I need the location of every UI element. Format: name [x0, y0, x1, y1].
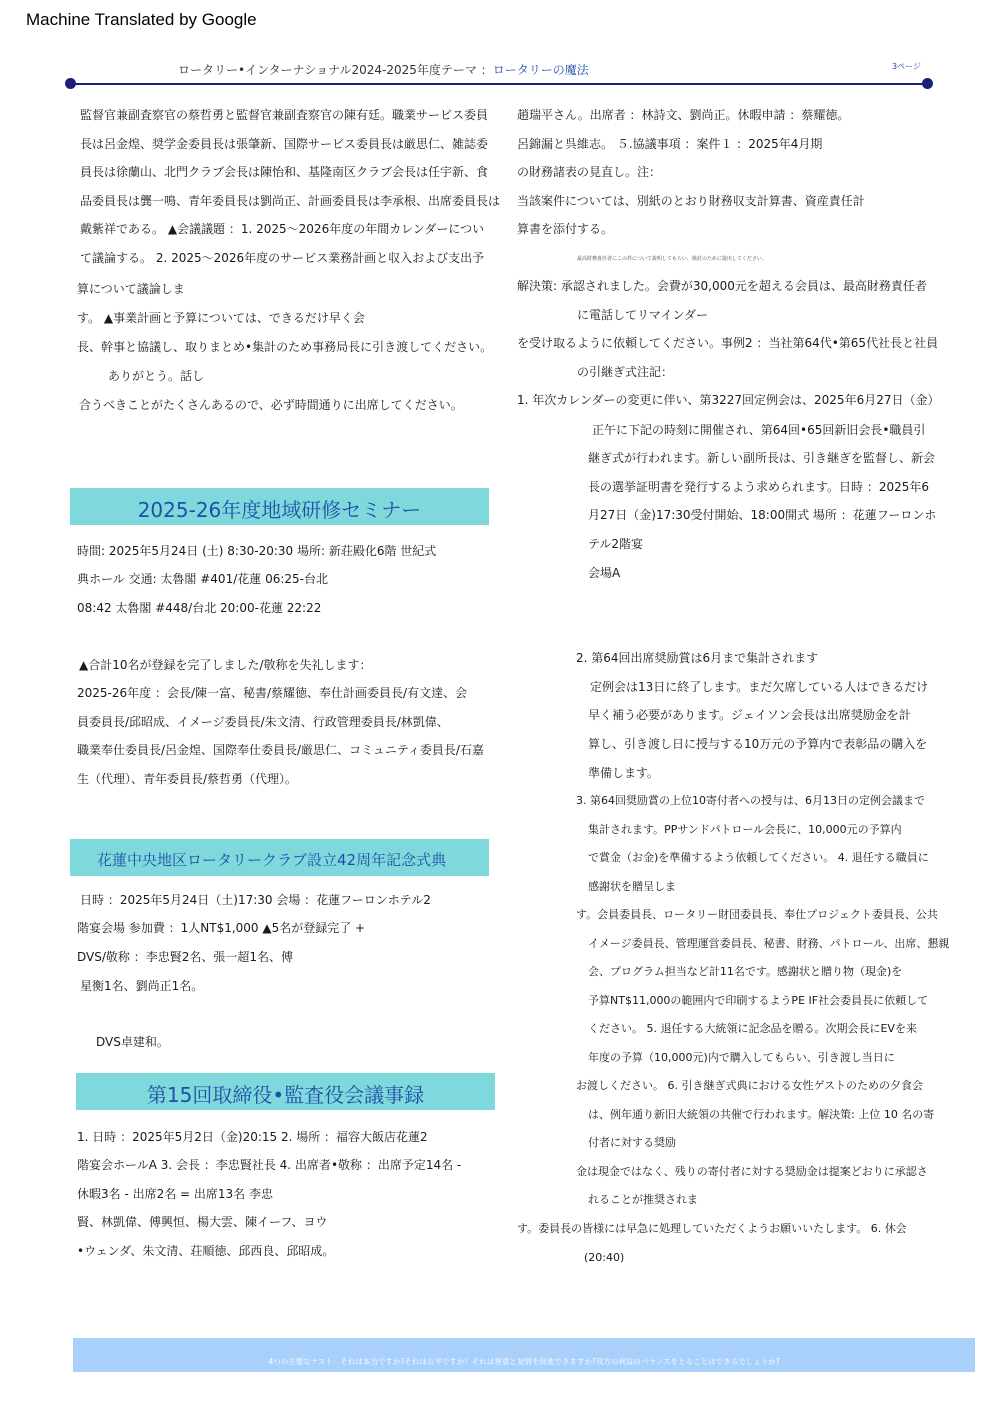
right-line: ください。 5. 退任する大統領に記念品を贈る。次期会長にEVを来 — [588, 1022, 917, 1035]
right-line: 月27日（金)17:30受付開始、18:00開式 場所 ：花蓮フーロンホ — [588, 508, 937, 522]
right-line: 正午に下記の時刻に開催され、第64回•65回新旧会長•職員引 — [592, 423, 926, 437]
anniversary-line: 日時 ：2025年5月24日（土)17:30 会場 ：花蓮フーロンホテル2 — [80, 893, 431, 907]
anniversary-line: DVS卓建和。 — [96, 1035, 169, 1049]
anniversary-line: DVS/敬称 ：李忠賢2名、張一超1名、傅 — [77, 950, 293, 964]
four-way-test-footer — [73, 1338, 975, 1372]
right-note: 最高財務責任者にこの件について説明してもらい、検討のために提出してください。 — [577, 256, 767, 262]
minutes-line: 階宴会ホールA 3. 会長 ：李忠賢社長 4. 出席者•敬称 ：出席予定14名 - — [77, 1158, 462, 1172]
right-line: 定例会は13日に終了します。まだ欠席している人はできるだけ — [590, 680, 929, 694]
minutes-banner — [76, 1073, 495, 1110]
machine-translation-label: Machine Translated by Google — [26, 10, 257, 29]
right-line: 長の選挙証明書を発行するよう求められます。日時 ：2025年6 — [588, 480, 930, 494]
intro-line: 戴紫祥である。 ▲会議議題 ：1. 2025～2026年度の年間カレンダーについ — [80, 222, 485, 236]
minutes-line: 賢、林凱偉、傅興恒、楊大雲、陳イーフ、ヨウ — [77, 1215, 328, 1229]
right-line: の財務諸表の見直し。注： — [517, 165, 662, 179]
anniversary-line: 階宴会場 参加費 ：1人NT$1,000 ▲5名が登録完了 + — [77, 921, 366, 935]
right-line: 当該案件については、別紙のとおり財務収支計算書、資産責任計 — [517, 194, 865, 208]
header-theme-prefix: ロータリー•インターナショナル2024-2025年度テーマ ： — [178, 63, 493, 77]
right-line: で賞金（お金)を準備するよう依頼してください。 4. 退任する職員に — [588, 851, 929, 864]
right-line: 早く補う必要があります。ジェイソン会長は出席奨励金を計 — [588, 708, 911, 722]
right-line: 継ぎ式が行われます。新しい副所長は、引き継ぎを監督し、新会 — [588, 451, 936, 465]
right-line: 会、プログラム担当など計11名です。感謝状と贈り物（現金)を — [588, 965, 903, 978]
right-line: 解決策: 承認されました。会費が30,000元を超える会員は、最高財務責任者 — [517, 279, 927, 293]
footer-text: 4つの主要なテスト：それは本当ですか?それは公平ですか？それは善意と友情を促進できますか?双方の利益のバランスをとることはできるでしょうか? — [268, 1357, 780, 1366]
right-line: の引継ぎ式注記： — [577, 365, 674, 379]
seminar-line: ▲合計10名が登録を完了しました/敬称を失礼します： — [79, 658, 372, 672]
intro-line: 監督官兼副査察官の蔡哲勇と監督官兼副査察官の陳有廷。職業サービス委員 — [80, 108, 489, 122]
page-number: 3ページ — [892, 62, 921, 71]
right-line: 準備します。 — [588, 766, 660, 780]
right-line: 集計されます。PPサンドパトロール会長に、10,000元の予算内 — [588, 823, 902, 836]
right-line: を受け取るように依頼してください。事例2 ：当社第64代•第65代社長と社員 — [517, 336, 939, 350]
right-line: 会場A — [588, 566, 621, 580]
header-theme-accent: ロータリーの魔法 — [492, 63, 589, 77]
intro-line: て議論する。 2. 2025～2026年度のサービス業務計画と収入および支出予 — [80, 251, 485, 265]
seminar-line: 08:42 太魯閣 #448/台北 20:00-花蓮 22:22 — [77, 601, 322, 615]
header-rule — [70, 83, 928, 85]
intro-line: す。 ▲事業計画と予算については、できるだけ早く会 — [77, 311, 365, 325]
seminar-line: 生（代理）、青年委員長/蔡哲勇（代理）。 — [77, 772, 298, 786]
seminar-line: 職業奉仕委員長/呂金煌、国際奉仕委員長/厳思仁、コミュニティ委員長/石嘉 — [77, 743, 484, 757]
header-theme — [178, 61, 589, 78]
minutes-heading: 第15回取締役•監査役会議事録 — [146, 1083, 425, 1107]
right-line: す。会員委員長、ロータリー財団委員長、奉仕プロジェクト委員長、公共 — [576, 908, 938, 921]
right-line: 趙瑞平さん。出席者 ：林詩文、劉尚正。休暇申請 ：蔡耀徳。 — [517, 108, 850, 122]
intro-line: ありがとう。話し — [108, 369, 205, 383]
right-line: (20:40) — [584, 1251, 625, 1264]
right-line: す。委員長の皆様には早急に処理していただくようお願いいたします。 6. 休会 — [517, 1222, 907, 1235]
rule-right-dot — [922, 78, 933, 89]
seminar-heading: 2025-26年度地域研修セミナー — [137, 498, 422, 522]
minutes-line: 1. 日時 ：2025年5月2日（金)20:15 2. 場所 ：福容大飯店花蓮2 — [77, 1130, 428, 1144]
right-line: お渡しください。 6. 引き継ぎ式典における女性ゲストのための夕食会 — [576, 1079, 924, 1092]
intro-line: 員長は徐蘭山、北門クラブ会長は陳怡和、基隆南区クラブ会長は任宇新、食 — [80, 165, 489, 179]
intro-line: 長は呂金煌、奨学金委員長は張肇新、国際サービス委員長は厳思仁、雑誌委 — [80, 137, 489, 151]
right-line: 感謝状を贈呈しま — [588, 880, 676, 893]
minutes-line: •ウェンダ、朱文清、荘順徳、邱西良、邱昭成。 — [77, 1244, 335, 1258]
seminar-line: 時間: 2025年5月24日 (土) 8:30-20:30 場所: 新荘殿化6階 世紀式 — [77, 544, 437, 558]
minutes-line: 休暇3名 - 出席2名 = 出席13名 李忠 — [77, 1187, 273, 1201]
seminar-banner — [70, 488, 489, 525]
right-line: 呂錦漏と呉維志。 ５.協議事項 ：案件１ ：2025年4月期 — [517, 137, 823, 151]
right-line: 算書を添付する。 — [517, 222, 614, 236]
seminar-line: 員委員長/邱昭成、イメージ委員長/朱文清、行政管理委員長/林凱偉、 — [77, 715, 449, 729]
right-line: 算し、引き渡し日に授与する10万元の予算内で表彰品の購入を — [588, 737, 928, 751]
right-line: テル2階宴 — [588, 537, 644, 551]
right-line: 年度の予算（10,000元)内で購入してもらい、引き渡し当日に — [588, 1051, 895, 1064]
right-line: 2. 第64回出席奨励賞は6月まで集計されます — [576, 651, 819, 665]
intro-line: 品委員長は龔一鳴、青年委員長は劉尚正、計画委員長は李承根、出席委員長は — [80, 194, 501, 208]
anniversary-line: 星衡1名、劉尚正1名。 — [80, 979, 204, 993]
intro-line: 算について議論しま — [77, 282, 185, 296]
intro-line: 長、幹事と協議し、取りまとめ•集計のため事務局長に引き渡してください。 — [77, 340, 493, 354]
seminar-line: 典ホール 交通: 太魯閣 #401/花蓮 06:25-台北 — [77, 572, 328, 586]
seminar-line: 2025-26年度 ：会長/陳一富、秘書/蔡耀徳、奉仕計画委員長/有文達、会 — [77, 686, 468, 700]
right-line: に電話してリマインダー — [577, 308, 709, 322]
right-line: 1. 年次カレンダーの変更に伴い、第3227回定例会は、2025年6月27日（金） — [517, 393, 940, 407]
right-line: 3. 第64回奨励賞の上位10寄付者への授与は、6月13日の定例会議まで — [576, 794, 925, 807]
rule-left-dot — [65, 78, 76, 89]
right-line: は、例年通り新旧大統領の共催で行われます。解決策: 上位 10 名の寄 — [588, 1108, 935, 1121]
right-line: 付者に対する奨励 — [588, 1136, 676, 1149]
right-line: 予算NT$11,000の範囲内で印刷するようPE IF社会委員長に依頼して — [588, 994, 929, 1007]
right-line: イメージ委員長、管理運営委員長、秘書、財務、パトロール、出席、懇親 — [588, 937, 950, 950]
anniversary-banner — [70, 839, 489, 876]
right-line: れることが推奨されま — [588, 1193, 698, 1206]
intro-line: 合うべきことがたくさんあるので、必ず時間通りに出席してください。 — [79, 398, 463, 412]
right-line: 金は現金ではなく、残りの寄付者に対する奨励金は提案どおりに承認さ — [576, 1165, 928, 1178]
anniversary-heading: 花蓮中央地区ロータリークラブ設立42周年記念式典 — [97, 851, 447, 869]
